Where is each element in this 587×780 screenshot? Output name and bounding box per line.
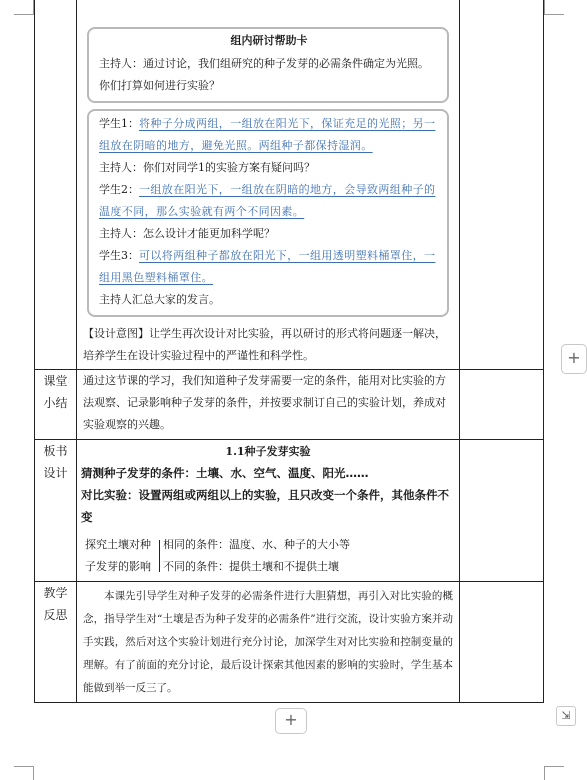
- host-question-2: 主持人：怎么设计才能更加科学呢？: [99, 227, 275, 240]
- reflection-label-cell: [35, 582, 77, 703]
- discussion-cell[interactable]: [77, 0, 460, 370]
- student2-line: [99, 179, 439, 223]
- help-card: [87, 27, 449, 103]
- board-contrast: 对比实验：设置两组或两组以上的实验，且只改变一个条件，其他条件不变: [81, 488, 449, 524]
- board-label-line1: 板书: [43, 444, 68, 458]
- board-label-cell: [35, 440, 77, 582]
- empty-note-cell[interactable]: [460, 440, 544, 582]
- host-question-1: 主持人：你们对同学1的实验方案有疑问吗？: [99, 161, 315, 174]
- table-row: [35, 582, 544, 703]
- board-cell[interactable]: [77, 440, 460, 582]
- add-column-button[interactable]: +: [561, 344, 587, 374]
- student2-label: 学生2：: [99, 183, 139, 196]
- summary-label-line1: 课堂: [43, 374, 68, 388]
- design-intent: 【设计意图】让学生再次设计对比实验，再以研讨的形式将问题逐一解决，培养学生在设计实验过程中的严谨性和科学性。: [83, 327, 446, 362]
- lesson-plan-table: [34, 0, 544, 703]
- table-row: [35, 0, 544, 370]
- student3-line: [99, 245, 439, 289]
- table-row: [35, 370, 544, 440]
- student1-answer: 将种子分成两组，一组放在阳光下，保证充足的光照；另一组放在阴暗的地方，避免光照。两组种子都保持湿润。: [99, 117, 436, 152]
- crop-mark-bottom-left-v: [33, 766, 34, 780]
- student1-line: [99, 113, 439, 157]
- crop-mark-bottom-right-h: [544, 766, 564, 767]
- reflection-label-line2: 反思: [43, 608, 68, 622]
- empty-label-cell: [35, 0, 77, 370]
- bracket-left-line2: 子发芽的影响: [85, 560, 151, 573]
- crop-mark-top-left-h: [14, 14, 34, 15]
- student3-answer: 可以将两组种子都放在阳光下，一组用透明塑料桶罩住，一组用黑色塑料桶罩住。: [99, 249, 436, 284]
- board-bracket-diagram: [77, 534, 459, 578]
- crop-mark-bottom-left-h: [14, 766, 34, 767]
- table-resize-handle-icon[interactable]: ⇲: [556, 706, 576, 726]
- bracket-line: [159, 540, 160, 572]
- different-conditions: 不同的条件：提供土壤和不提供土壤: [163, 560, 339, 573]
- summary-text: 通过这节课的学习，我们知道种子发芽需要一定的条件，能用对比实验的方法观察、记录影响种子发芽的条件，并按要求制订自己的实验计划，养成对实验观察的兴趣。: [83, 374, 446, 431]
- same-conditions: 相同的条件：温度、水、种子的大小等: [163, 538, 350, 551]
- student2-answer: 一组放在阳光下，一组放在阴暗的地方，会导致两组种子的温度不同，那么实验就有两个不同因素。: [99, 183, 436, 218]
- empty-note-cell[interactable]: [460, 0, 544, 370]
- board-label-line2: 设计: [43, 466, 68, 480]
- reflection-label-line1: 教学: [43, 586, 68, 600]
- reflection-text: 本课先引导学生对种子发芽的必需条件进行大胆猜想，再引入对比实验的概念，指导学生对“土壤是否为种子发芽的必需条件”进行交流，设计实验方案并动手实践，然后对这个实验计划进行充分讨论，加深学生对对比实验和控制变量的理解。有了前面的充分讨论，最后设计探索其他因素的影响的实验时，学生基本能做到举一反三了。: [83, 590, 453, 694]
- help-card-title: 组内研讨帮助卡: [230, 34, 308, 47]
- empty-note-cell[interactable]: [460, 370, 544, 440]
- bracket-left-line1: 探究土壤对种: [85, 538, 151, 551]
- board-guess: 猜测种子发芽的条件：土壤、水、空气、温度、阳光……: [81, 466, 369, 480]
- summary-label-line2: 小结: [43, 396, 68, 410]
- add-row-button[interactable]: +: [275, 708, 307, 734]
- crop-mark-bottom-right-v: [544, 766, 545, 780]
- summary-cell[interactable]: [77, 370, 460, 440]
- student3-label: 学生3：: [99, 249, 139, 262]
- crop-mark-top-right-h: [544, 14, 564, 15]
- dialogue-card: [87, 109, 449, 317]
- summary-label-cell: [35, 370, 77, 440]
- reflection-cell[interactable]: [77, 582, 460, 703]
- student1-label: 学生1：: [99, 117, 139, 130]
- host-summary-line: 主持人汇总大家的发言。: [99, 293, 220, 306]
- empty-note-cell[interactable]: [460, 582, 544, 703]
- board-title: 1.1种子发芽实验: [225, 445, 311, 458]
- table-row: [35, 440, 544, 582]
- host-question: 主持人：通过讨论，我们组研究的种子发芽的必需条件确定为光照。你们打算如何进行实验？: [99, 57, 429, 92]
- crop-mark-top-right-v: [544, 0, 545, 14]
